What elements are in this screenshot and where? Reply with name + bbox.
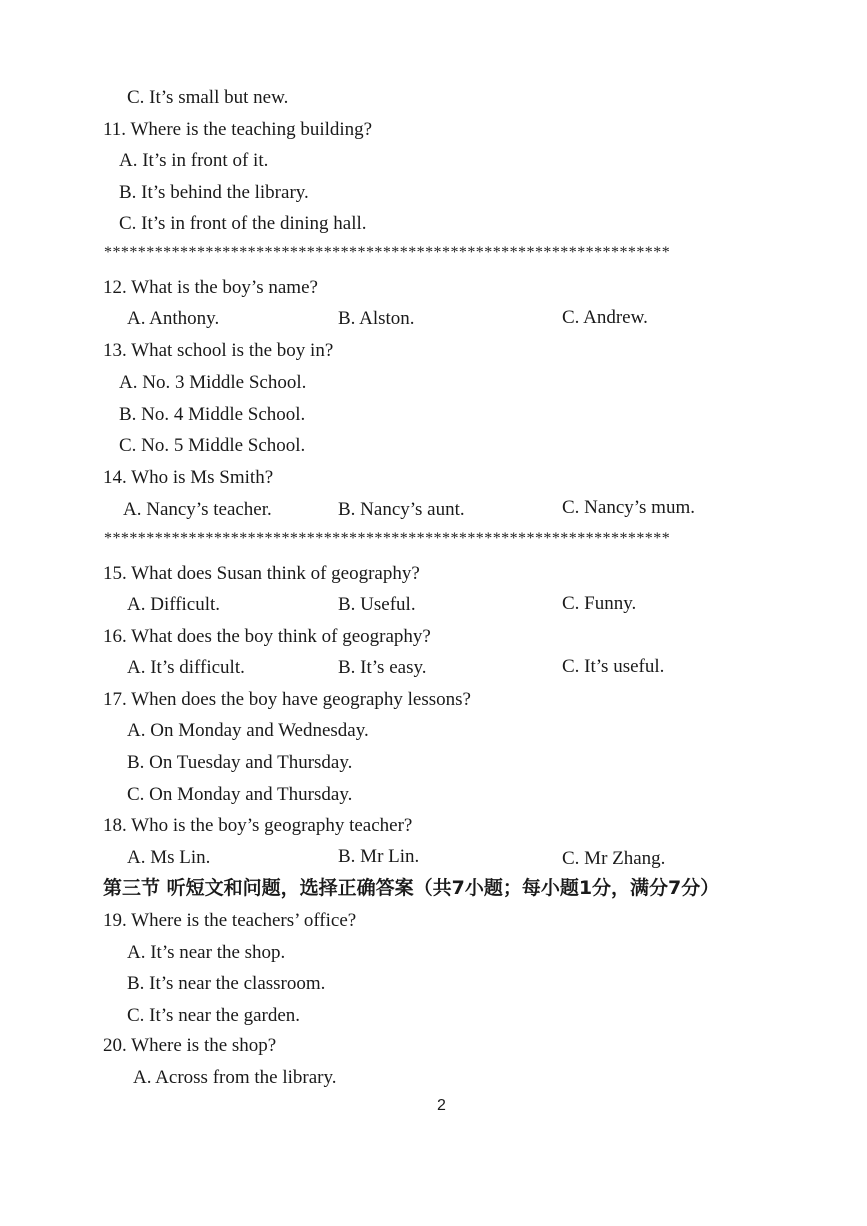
q12-question: 12. What is the boy’s name? bbox=[103, 277, 318, 298]
q17-question: 17. When does the boy have geography lessons? bbox=[103, 689, 471, 710]
q12-option-b: B. Alston. bbox=[338, 308, 415, 329]
q16-option-a: A. It’s difficult. bbox=[127, 657, 245, 678]
q18-option-a: A. Ms Lin. bbox=[127, 847, 211, 868]
q17-option-b: B. On Tuesday and Thursday. bbox=[127, 752, 353, 773]
section-3-heading: 第三节 听短文和问题，选择正确答案（共7小题；每小题1分，满分7分） bbox=[103, 877, 720, 899]
q13-question: 13. What school is the boy in? bbox=[103, 340, 334, 361]
q15-option-a: A. Difficult. bbox=[127, 594, 221, 615]
q19-option-a: A. It’s near the shop. bbox=[127, 942, 286, 963]
q16-option-c: C. It’s useful. bbox=[562, 656, 665, 677]
q14-question: 14. Who is Ms Smith? bbox=[103, 467, 274, 488]
q20-option-a: A. Across from the library. bbox=[133, 1067, 337, 1088]
q11-option-c: C. It’s in front of the dining hall. bbox=[119, 213, 367, 234]
q15-question: 15. What does Susan think of geography? bbox=[103, 563, 420, 584]
q15-option-c: C. Funny. bbox=[562, 593, 637, 614]
page-number: 2 bbox=[437, 1097, 446, 1114]
q13-option-b: B. No. 4 Middle School. bbox=[119, 404, 306, 425]
q19-question: 19. Where is the teachers’ office? bbox=[103, 910, 357, 931]
q16-question: 16. What does the boy think of geography? bbox=[103, 626, 431, 647]
q11-option-a: A. It’s in front of it. bbox=[119, 150, 269, 171]
q13-option-c: C. No. 5 Middle School. bbox=[119, 435, 306, 456]
q19-option-c: C. It’s near the garden. bbox=[127, 1005, 301, 1026]
q17-option-a: A. On Monday and Wednesday. bbox=[127, 720, 369, 741]
q12-option-c: C. Andrew. bbox=[562, 307, 648, 328]
q17-option-c: C. On Monday and Thursday. bbox=[127, 784, 353, 805]
q11-option-b: B. It’s behind the library. bbox=[119, 182, 309, 203]
q10-option-c: C. It’s small but new. bbox=[127, 87, 289, 108]
separator-2: ******************************************************************* bbox=[104, 530, 671, 547]
q18-option-c: C. Mr Zhang. bbox=[562, 848, 666, 869]
q14-option-a: A. Nancy’s teacher. bbox=[123, 499, 272, 520]
q19-option-b: B. It’s near the classroom. bbox=[127, 973, 326, 994]
q16-option-b: B. It’s easy. bbox=[338, 657, 427, 678]
q18-question: 18. Who is the boy’s geography teacher? bbox=[103, 815, 413, 836]
q14-option-c: C. Nancy’s mum. bbox=[562, 497, 695, 518]
q12-option-a: A. Anthony. bbox=[127, 308, 220, 329]
separator-1: ******************************************************************* bbox=[104, 244, 671, 261]
q20-question: 20. Where is the shop? bbox=[103, 1035, 277, 1056]
q18-option-b: B. Mr Lin. bbox=[338, 846, 420, 867]
q14-option-b: B. Nancy’s aunt. bbox=[338, 499, 465, 520]
q11-question: 11. Where is the teaching building? bbox=[103, 119, 373, 140]
q13-option-a: A. No. 3 Middle School. bbox=[119, 372, 307, 393]
q15-option-b: B. Useful. bbox=[338, 594, 416, 615]
